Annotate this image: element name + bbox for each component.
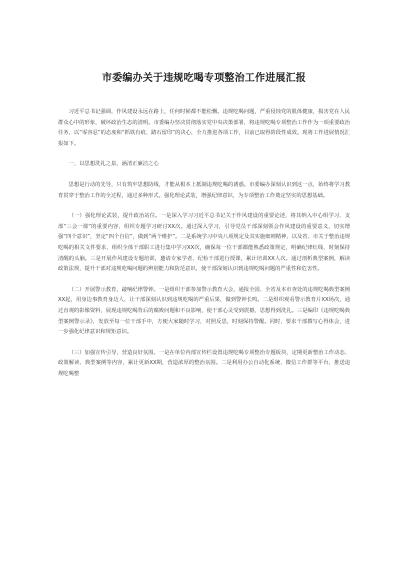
- intro-paragraph: 习近平总书记强调，作风建设永远在路上，任何时候都不能松懈。违规吃喝问题，严重侵蚀党的肌体健康，损害党在人民群众心中的形象，破坏政治生态的清明。市委编办坚决贯彻落实党中央决策部署，将违规吃喝专项整治工作作为一项重要政治任务，以“零容忍”的态度和“抓铁有痕、踏石留印”的决心，全力推进各项工作，目前已取得阶段性成效。现将工作进展情况汇报如下。: [58, 109, 350, 147]
- document-title: 市委编办关于违规吃喝专项整治工作进展汇报: [102, 73, 306, 84]
- subsection-2-paragraph: （二）开展警示教育，敲响纪律警钟。一是组织干部参加警示教育大会，通报全国、全省及本市查处的违规吃喝典型案例XX起，用身边事教育身边人，让干部深刻认识到违规吃喝的严重后果，做到警钟长鸣。二是组织观看警示教育片XX场次，通过直观的影像资料，展现违规吃喝背后的腐败问题和不良影响，使干部心灵受到震撼，思想得到洗礼。三是编印《违规吃喝典型案例警示录》，发放至每一位干部手中，方便大家随时学习，对照反思，时刻保持警醒。同时，要求干部撰写心得体会，进一步强化纪律意识和规矩意识。: [58, 286, 350, 336]
- subsection-3-paragraph: （三）加强宣传引导，营造良好氛围。一是在单位内部宣传栏设置违规吃喝专项整治专题板块，定期更新整治工作动态、政策解读、典型案例等内容，累计更新XX期，营造浓厚的整治氛围。二是利用办公自动化系统、微信工作群等平台，推送违规吃喝整: [58, 349, 350, 377]
- section-heading-1: 一、以思想洗礼之泉，涵清正廉洁之心: [68, 161, 159, 168]
- subsection-1-paragraph: （一）强化理论武装，提升政治站位。一是深入学习习近平总书记关于作风建设的重要论述，将其纳入中心组学习、支部“三会一课”的重要内容，组织专题学习研讨XX次。通过深入学习，引导党员干部深刻领会作风建设的重要意义，切实增强“四个意识”，坚定“四个自信”，做到“两个维护”。二是系统学习中央八项规定及其实施细则精神，以及省、市关于整治违规吃喝的相关文件要求，组织全体干部职工进行集中学习XX次，确保每一位干部都能熟悉政策规定，明确纪律红线，时刻保持清醒的头脑。三是开展作风建设专题培训，邀请专家学者、纪检干部进行授课，累计培训XX人次。通过剖析典型案例，解读政策法规，提升干部对违规吃喝问题的辨别能力和防范意识，使干部深刻认识到违规吃喝问题的严重性和危害性。: [58, 213, 350, 273]
- section1-intro-paragraph: 思想是行动的先导，只有筑牢思想防线，才能从根本上抵制违规吃喝的诱惑。市委编办深刻认识到这一点，始终将学习教育贯穿于整治工作的全过程，通过多种形式，强化理论武装，增强纪律意识，为专项整治工作奠定坚实的思想基础。: [58, 181, 350, 199]
